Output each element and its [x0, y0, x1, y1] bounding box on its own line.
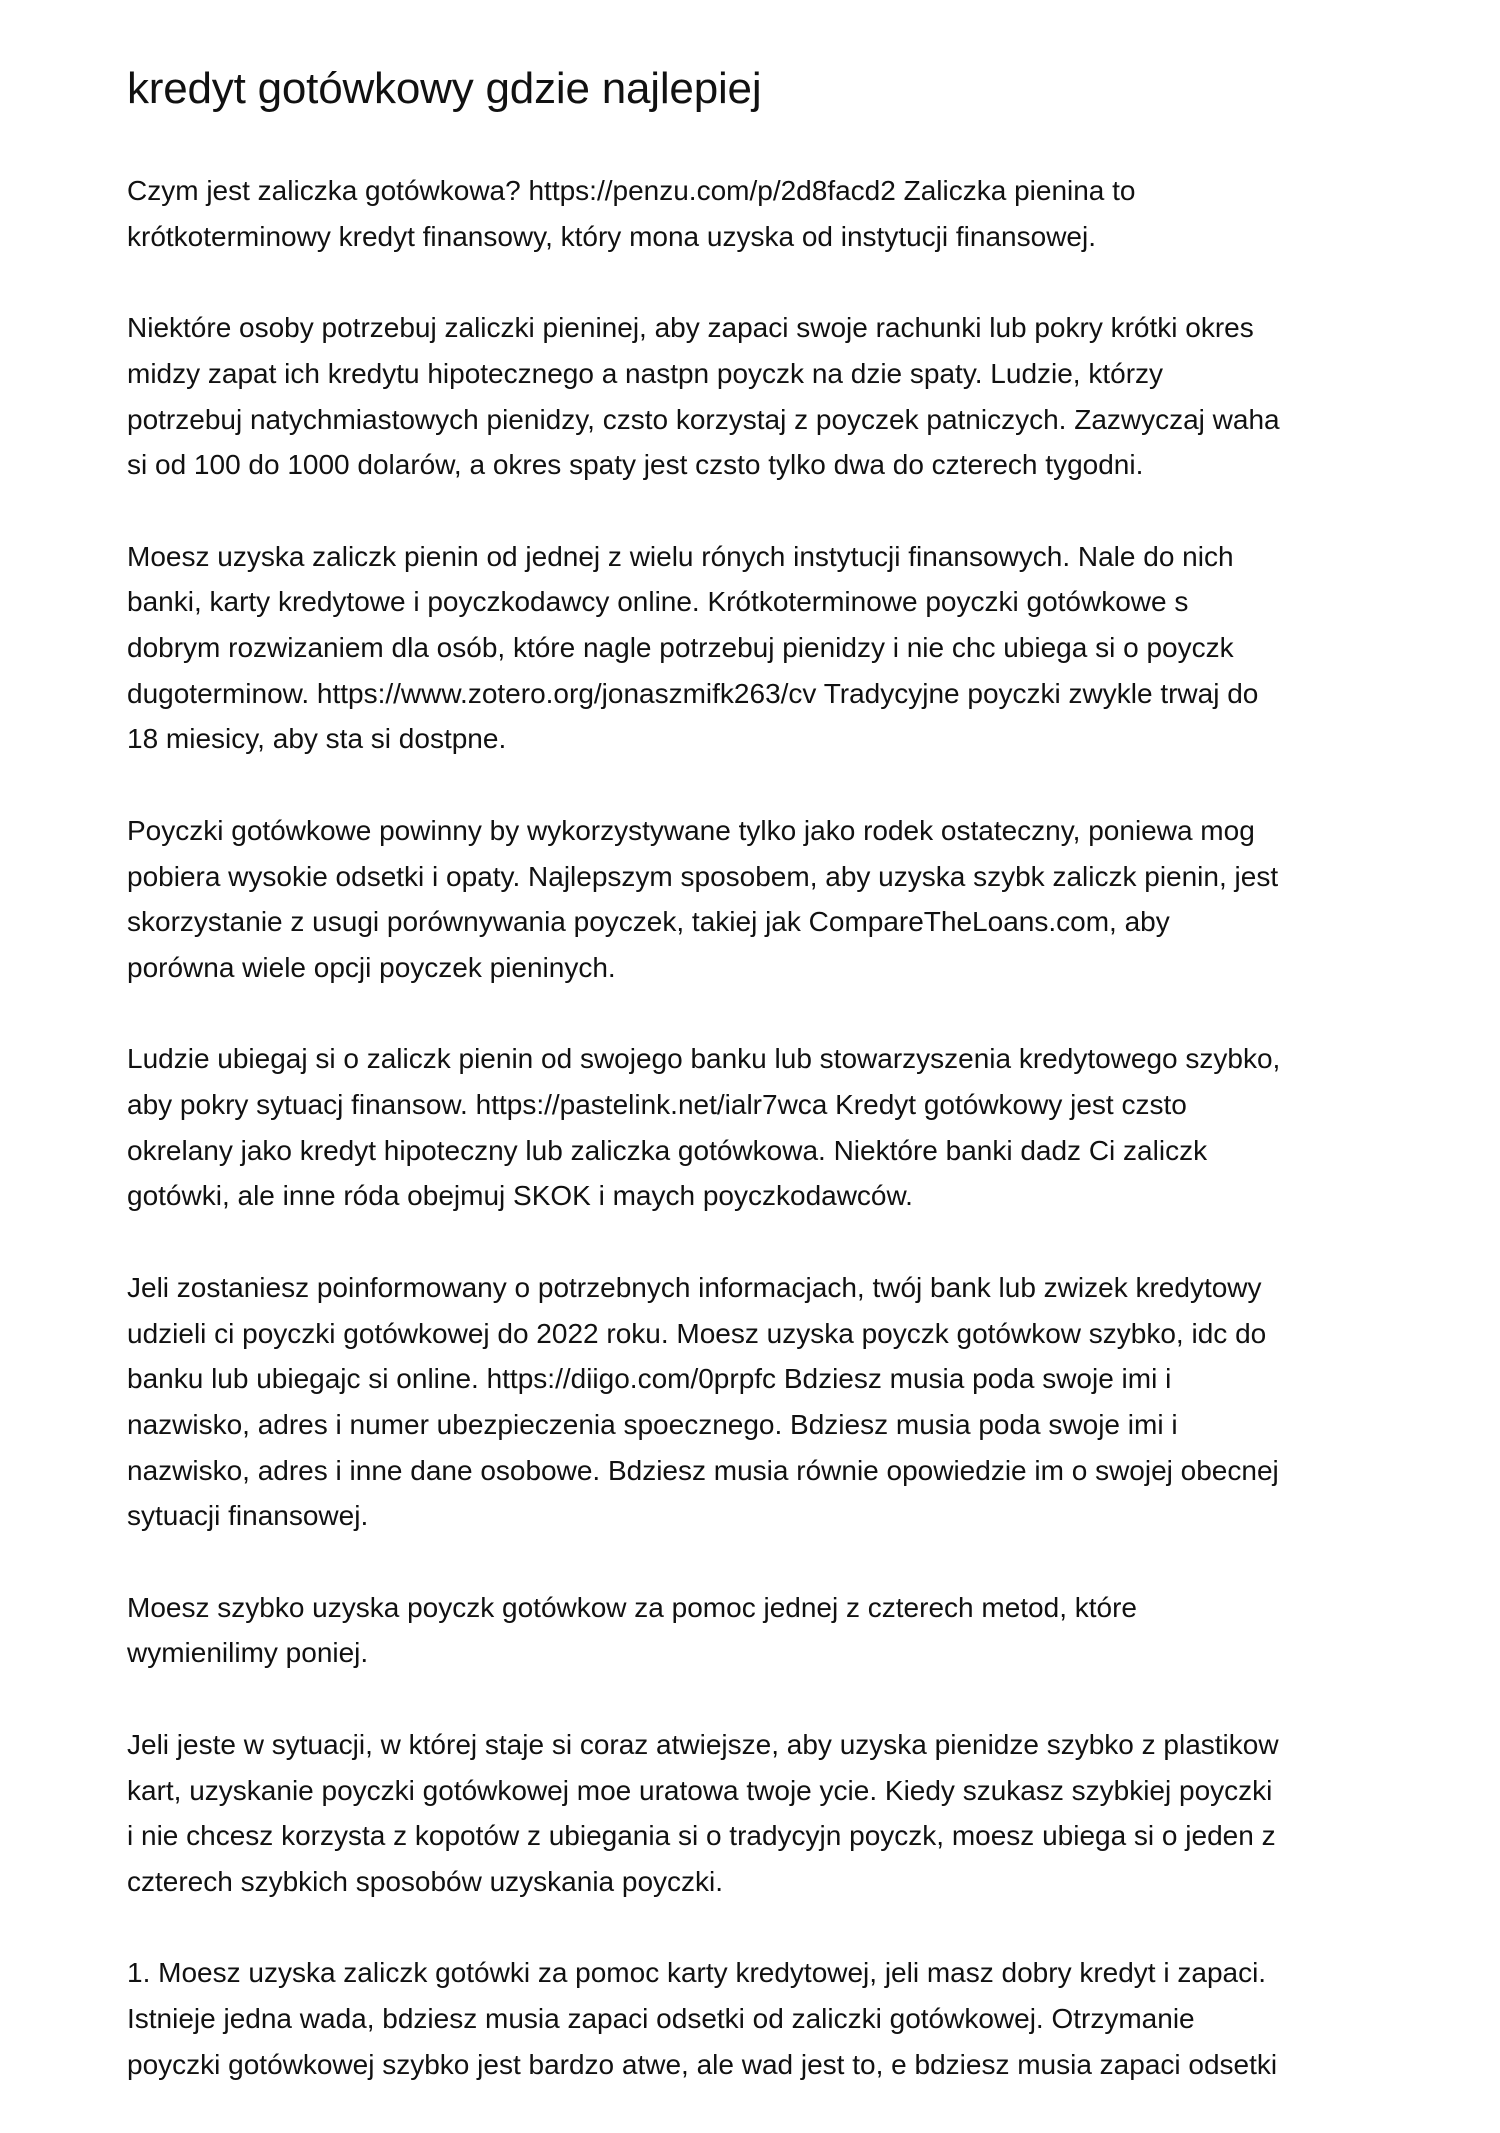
text-line: banki, karty kredytowe i poyczkodawcy online. Krótkoterminowe poyczki gotówkowe s: [127, 586, 1189, 618]
text-line: wymienilimy poniej.: [127, 1637, 369, 1669]
text-line: czterech szybkich sposobów uzyskania poyczki.: [127, 1865, 724, 1897]
paragraph: [127, 534, 1280, 763]
text-line: potrzebuj natychmiastowych pienidzy, czsto korzystaj z poyczek patniczych. Zazwyczaj waha: [127, 403, 1280, 435]
paragraph: [127, 1265, 1280, 1539]
paragraph: [127, 808, 1280, 991]
text-line: pobiera wysokie odsetki i opaty. Najlepszym sposobem, aby uzyska szybk zaliczk pienin, jest: [127, 860, 1279, 892]
document-title: kredyt gotówkowy gdzie najlepiej: [127, 64, 762, 113]
text-line: Moesz szybko uzyska poyczk gotówkow za pomoc jednej z czterech metod, które: [127, 1591, 1137, 1623]
paragraph: [127, 168, 1280, 259]
text-line: gotówki, ale inne róda obejmuj SKOK i maych poyczkodawców.: [127, 1180, 913, 1212]
text-line: Jeli zostaniesz poinformowany o potrzebnych informacjach, twój bank lub zwizek kredytowy: [127, 1271, 1262, 1303]
text-line: skorzystanie z usugi porównywania poyczek, takiej jak CompareTheLoans.com, aby: [127, 906, 1170, 938]
text-line: i nie chcesz korzysta z kopotów z ubiegania si o tradycyjn poyczk, moesz ubiega si o jeden z: [127, 1820, 1276, 1852]
text-line: 1. Moesz uzyska zaliczk gotówki za pomoc karty kredytowej, jeli masz dobry kredyt i zapaci.: [127, 1957, 1267, 1989]
text-line: Czym jest zaliczka gotówkowa? https://penzu.com/p/2d8facd2 Zaliczka pienina to: [127, 175, 1136, 206]
text-line: dobrym rozwizaniem dla osób, które nagle potrzebuj pienidzy i nie chc ubiega si o poyczk: [127, 632, 1234, 663]
text-line: Ludzie ubiegaj si o zaliczk pienin od swojego banku lub stowarzyszenia kredytowego szybko,: [127, 1043, 1281, 1075]
text-line: nazwisko, adres i inne dane osobowe. Bdziesz musia równie opowiedzie im o swojej obecnej: [127, 1454, 1279, 1486]
text-line: poyczki gotówkowej szybko jest bardzo atwe, ale wad jest to, e bdziesz musia zapaci odsetki: [127, 2048, 1278, 2080]
paragraph: [127, 1950, 1280, 2087]
text-line: si od 100 do 1000 dolarów, a okres spaty jest czsto tylko dwa do czterech tygodni.: [127, 449, 1144, 481]
text-line: udzieli ci poyczki gotówkowej do 2022 roku. Moesz uzyska poyczk gotówkow szybko, idc do: [127, 1317, 1267, 1349]
text-line: dugoterminow. https://www.zotero.org/jonaszmifk263/cv Tradycyjne poyczki zwykle trwaj do: [127, 677, 1259, 709]
text-line: midzy zapat ich kredytu hipotecznego a nastpn poyczk na dzie spaty. Ludzie, którzy: [127, 357, 1164, 389]
text-line: Poyczki gotówkowe powinny by wykorzystywane tylko jako rodek ostateczny, poniewa mog: [127, 814, 1255, 846]
text-line: kart, uzyskanie poyczki gotówkowej moe uratowa twoje ycie. Kiedy szukasz szybkiej poyczki: [127, 1774, 1273, 1806]
paragraph: [127, 305, 1280, 488]
text-line: Istnieje jedna wada, bdziesz musia zapaci odsetki od zaliczki gotówkowej. Otrzymanie: [127, 2003, 1195, 2034]
text-line: sytuacji finansowej.: [127, 1500, 369, 1532]
text-line: krótkoterminowy kredyt finansowy, który mona uzyska od instytucji finansowej.: [127, 220, 1096, 252]
text-line: nazwisko, adres i numer ubezpieczenia spoecznego. Bdziesz musia poda swoje imi i: [127, 1408, 1178, 1440]
text-line: aby pokry sytuacj finansow. https://pastelink.net/ialr7wca Kredyt gotówkowy jest czsto: [127, 1089, 1187, 1120]
paragraph: [127, 1036, 1280, 1219]
text-line: okrelany jako kredyt hipoteczny lub zaliczka gotówkowa. Niektóre banki dadz Ci zaliczk: [127, 1134, 1208, 1166]
text-line: Moesz uzyska zaliczk pienin od jednej z wielu rónych instytucji finansowych. Nale do nich: [127, 540, 1234, 572]
paragraph: [127, 1585, 1280, 1676]
paragraph: [127, 1722, 1280, 1905]
document-body: [127, 168, 1280, 2133]
text-line: 18 miesicy, aby sta si dostpne.: [127, 723, 507, 755]
text-line: banku lub ubiegajc si online. https://diigo.com/0prpfc Bdziesz musia poda swoje imi i: [127, 1363, 1172, 1395]
text-line: porówna wiele opcji poyczek pieninych.: [127, 951, 616, 983]
text-line: Jeli jeste w sytuacji, w której staje si coraz atwiejsze, aby uzyska pienidze szybko z plastikow: [127, 1728, 1279, 1760]
text-line: Niektóre osoby potrzebuj zaliczki pieninej, aby zapaci swoje rachunki lub pokry krótki okres: [127, 312, 1254, 344]
